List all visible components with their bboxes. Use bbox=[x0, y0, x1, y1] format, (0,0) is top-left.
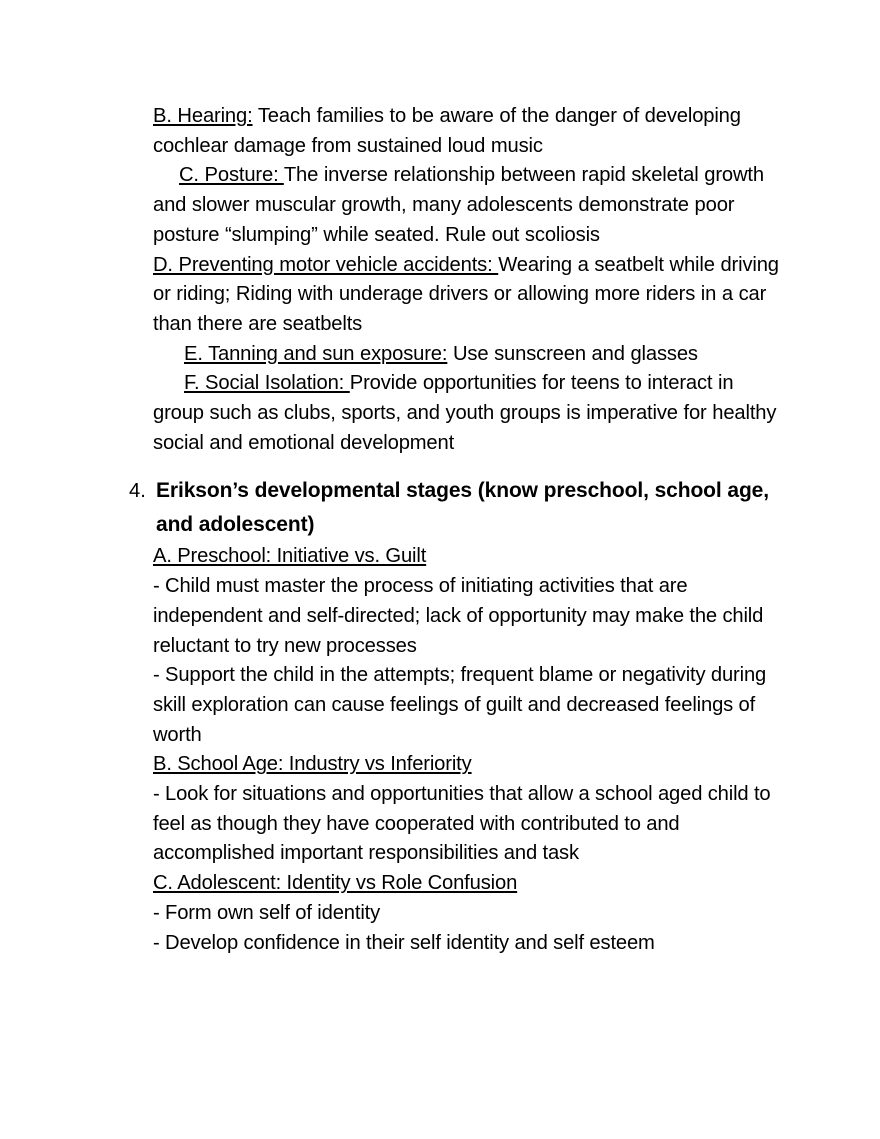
item-f-body: Provide opportunities for teens to interact in group such as clubs, sports, and youth groups is imperative for healthy social and emotional development bbox=[153, 372, 777, 454]
erikson-heading: Erikson’s developmental stages (know preschool, school age, and adolescent) bbox=[156, 479, 769, 537]
paragraph-item-c-posture bbox=[153, 161, 785, 250]
stage-c-heading-text: C. Adolescent: Identity vs Role Confusion bbox=[153, 872, 518, 895]
paragraph-item-d-motor-vehicle bbox=[153, 251, 785, 340]
item-e-body: Use sunscreen and glasses bbox=[447, 342, 698, 365]
document-text-body bbox=[129, 102, 785, 958]
stage-b-point-1: - Look for situations and opportunities that allow a school aged child to feel as though they have cooperated with contributed to and accomplished important responsibilities and task bbox=[153, 783, 771, 865]
stage-b-school-age-heading bbox=[153, 750, 785, 780]
item-f-heading: F. Social Isolation: bbox=[184, 372, 350, 395]
stage-c-point-2: - Develop confidence in their self identity and self esteem bbox=[153, 931, 655, 954]
paragraph-item-e-tanning bbox=[153, 340, 785, 370]
stage-a-point-2: - Support the child in the attempts; frequent blame or negativity during skill exploration can cause feelings of guilt and decreased feelings of worth bbox=[153, 664, 767, 746]
list-item-4-erikson bbox=[129, 474, 785, 542]
item-d-heading: D. Preventing motor vehicle accidents: bbox=[153, 253, 499, 276]
list-number-marker: 4. bbox=[129, 480, 146, 503]
stage-b-heading-text: B. School Age: Industry vs Inferiority bbox=[153, 753, 472, 776]
stage-c-point-1: - Form own self of identity bbox=[153, 901, 381, 924]
stage-a-point-1: - Child must master the process of initiating activities that are independent and self-directed; lack of opportunity may make the child reluctant to try new processes bbox=[153, 575, 764, 657]
item-c-heading: C. Posture: bbox=[179, 164, 284, 187]
stage-a-preschool-heading bbox=[153, 542, 785, 572]
item-e-heading: E. Tanning and sun exposure: bbox=[184, 342, 448, 365]
item-b-body: Teach families to be aware of the danger of developing cochlear damage from sustained loud music bbox=[153, 105, 741, 157]
stage-a-heading-text: A. Preschool: Initiative vs. Guilt bbox=[153, 545, 427, 568]
item-d-body: Wearing a seatbelt while driving or riding; Riding with underage drivers or allowing more riders in a car than there are seatbelts bbox=[153, 253, 779, 335]
paragraph-item-f-social-isolation bbox=[153, 369, 785, 458]
item-c-body: The inverse relationship between rapid skeletal growth and slower muscular growth, many adolescents demonstrate poor posture “slumping” while seated. Rule out scoliosis bbox=[153, 164, 764, 246]
item-b-heading: B. Hearing: bbox=[153, 105, 253, 127]
paragraph-item-b-hearing bbox=[153, 102, 785, 161]
stage-c-adolescent-heading bbox=[153, 869, 785, 899]
